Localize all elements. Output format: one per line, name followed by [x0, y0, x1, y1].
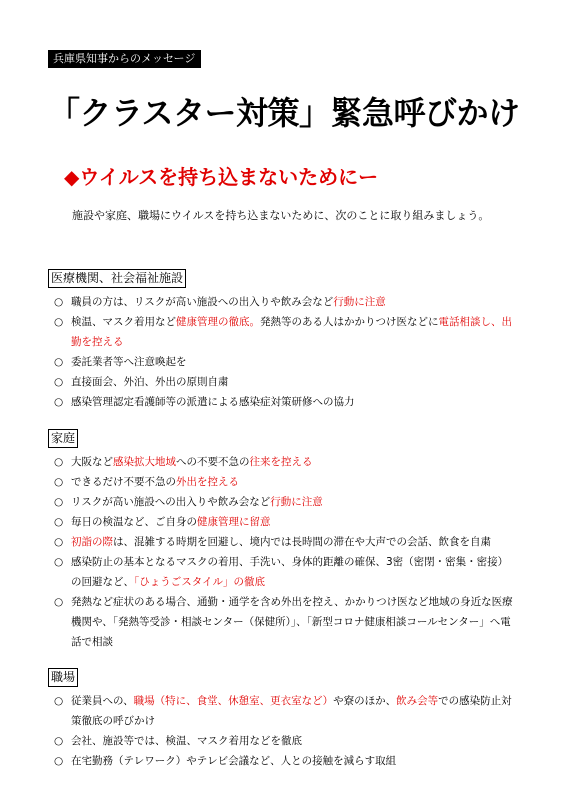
bullet-icon: ○: [54, 516, 64, 528]
message-label: 兵庫県知事からのメッセージ: [48, 50, 201, 68]
item-text: 在宅勤務（テレワーク）やテレビ会議など、人との接触を減らす取組: [71, 755, 397, 767]
item-text: や寮のほか、: [333, 695, 397, 707]
item-text: 大阪など: [71, 456, 113, 468]
section-heading: 家庭: [48, 429, 78, 448]
list-item: [48, 592, 518, 652]
page-title: 「クラスター対策」緊急呼びかけ: [48, 94, 520, 132]
list-item: [48, 492, 518, 512]
item-text: 従業員への、: [71, 695, 134, 707]
item-text: 検温、マスク着用など: [71, 316, 176, 328]
item-text: は、混雑する時期を回避し、境内では長時間の滞在や大声での会話、飲食を自粛: [113, 536, 491, 548]
item-text: 感染防止の基本となるマスクの着用、手洗い、身体的距離の確保、3密（密閉・密集・密接）の回避など、: [71, 556, 509, 588]
item-text: での感染防止対策徹底の呼びかけ: [71, 695, 512, 727]
list-item: [48, 691, 518, 731]
bullet-icon: ○: [54, 456, 64, 468]
list-item: [48, 472, 518, 492]
list-item: [48, 731, 518, 751]
bullet-icon: ○: [54, 296, 64, 308]
bullet-icon: ○: [54, 755, 64, 767]
item-text: 直接面会、外泊、外出の原則自粛: [71, 376, 229, 388]
item-list: [48, 452, 518, 652]
bullet-icon: ○: [54, 695, 64, 707]
item-text: 毎日の検温など、ご自身の: [71, 516, 197, 528]
highlight-text: 行動に注意: [270, 496, 323, 508]
list-item: [48, 532, 518, 552]
section-heading: 職場: [48, 668, 78, 687]
bullet-icon: ○: [54, 556, 64, 568]
list-item: [48, 392, 518, 412]
list-item: [48, 352, 518, 372]
bullet-icon: ○: [54, 496, 64, 508]
highlight-text: 往来を控える: [249, 456, 313, 468]
bullet-icon: ○: [54, 536, 64, 548]
item-text: 感染管理認定看護師等の派遣による感染症対策研修への協力: [71, 396, 355, 408]
bullet-icon: ○: [54, 316, 64, 328]
highlight-text: 「ひょうごスタイル」の徹底: [134, 576, 266, 588]
list-item: [48, 452, 518, 472]
item-text: への不要不急の: [176, 456, 250, 468]
highlight-text: 初詣の際: [71, 536, 113, 548]
bullet-icon: ○: [54, 396, 64, 408]
item-text: 職員の方は、リスクが高い施設への出入りや飲み会など: [71, 296, 334, 308]
list-item: [48, 312, 518, 352]
section-home: [48, 427, 518, 652]
bullet-icon: ○: [54, 735, 64, 747]
item-list: [48, 691, 518, 771]
bullet-icon: ○: [54, 596, 64, 608]
list-item: [48, 552, 518, 592]
item-list: [48, 292, 518, 412]
highlight-text: 飲み会等: [396, 695, 439, 707]
list-item: [48, 372, 518, 392]
bullet-icon: ○: [54, 476, 64, 488]
highlight-text: 健康管理の徹底。: [176, 316, 260, 328]
section-workplace: [48, 666, 518, 771]
highlight-text: 健康管理に留意: [197, 516, 271, 528]
item-text: 委託業者等へ注意喚起を: [71, 356, 187, 368]
intro-text: 施設や家庭、職場にウイルスを持ち込まないために、次のことに取り組みましょう。: [72, 209, 490, 222]
item-text: 発熱等のある人はかかりつけ医などに: [260, 316, 439, 328]
list-item: [48, 751, 518, 771]
bullet-icon: ○: [54, 356, 64, 368]
section-heading: 医療機関、社会福祉施設: [48, 269, 186, 288]
item-text: できるだけ不要不急の: [71, 476, 176, 488]
highlight-text: 感染拡大地域: [113, 456, 176, 468]
highlight-text: 行動に注意: [333, 296, 386, 308]
sub-heading: ◆ウイルスを持ち込まないためにー: [64, 165, 379, 189]
list-item: [48, 512, 518, 532]
item-text: 会社、施設等では、検温、マスク着用などを徹底: [71, 735, 302, 747]
bullet-icon: ○: [54, 376, 64, 388]
item-text: リスクが高い施設への出入りや飲み会など: [71, 496, 271, 508]
item-text: 発熱など症状のある場合、通勤・通学を含め外出を控え、かかりつけ医など地域の身近な医療機関や、「発熱等受診・相談センター（保健所）」、「新型コロナ健康相談コールセンター」へ電話で相談: [71, 596, 513, 648]
list-item: [48, 292, 518, 312]
section-medical-welfare: [48, 267, 518, 412]
highlight-text: 職場（特に、食堂、休憩室、更衣室など）: [133, 695, 334, 707]
highlight-text: 外出を控える: [176, 476, 239, 488]
highlight-text: 電話相談し、出勤を控える: [71, 316, 512, 348]
